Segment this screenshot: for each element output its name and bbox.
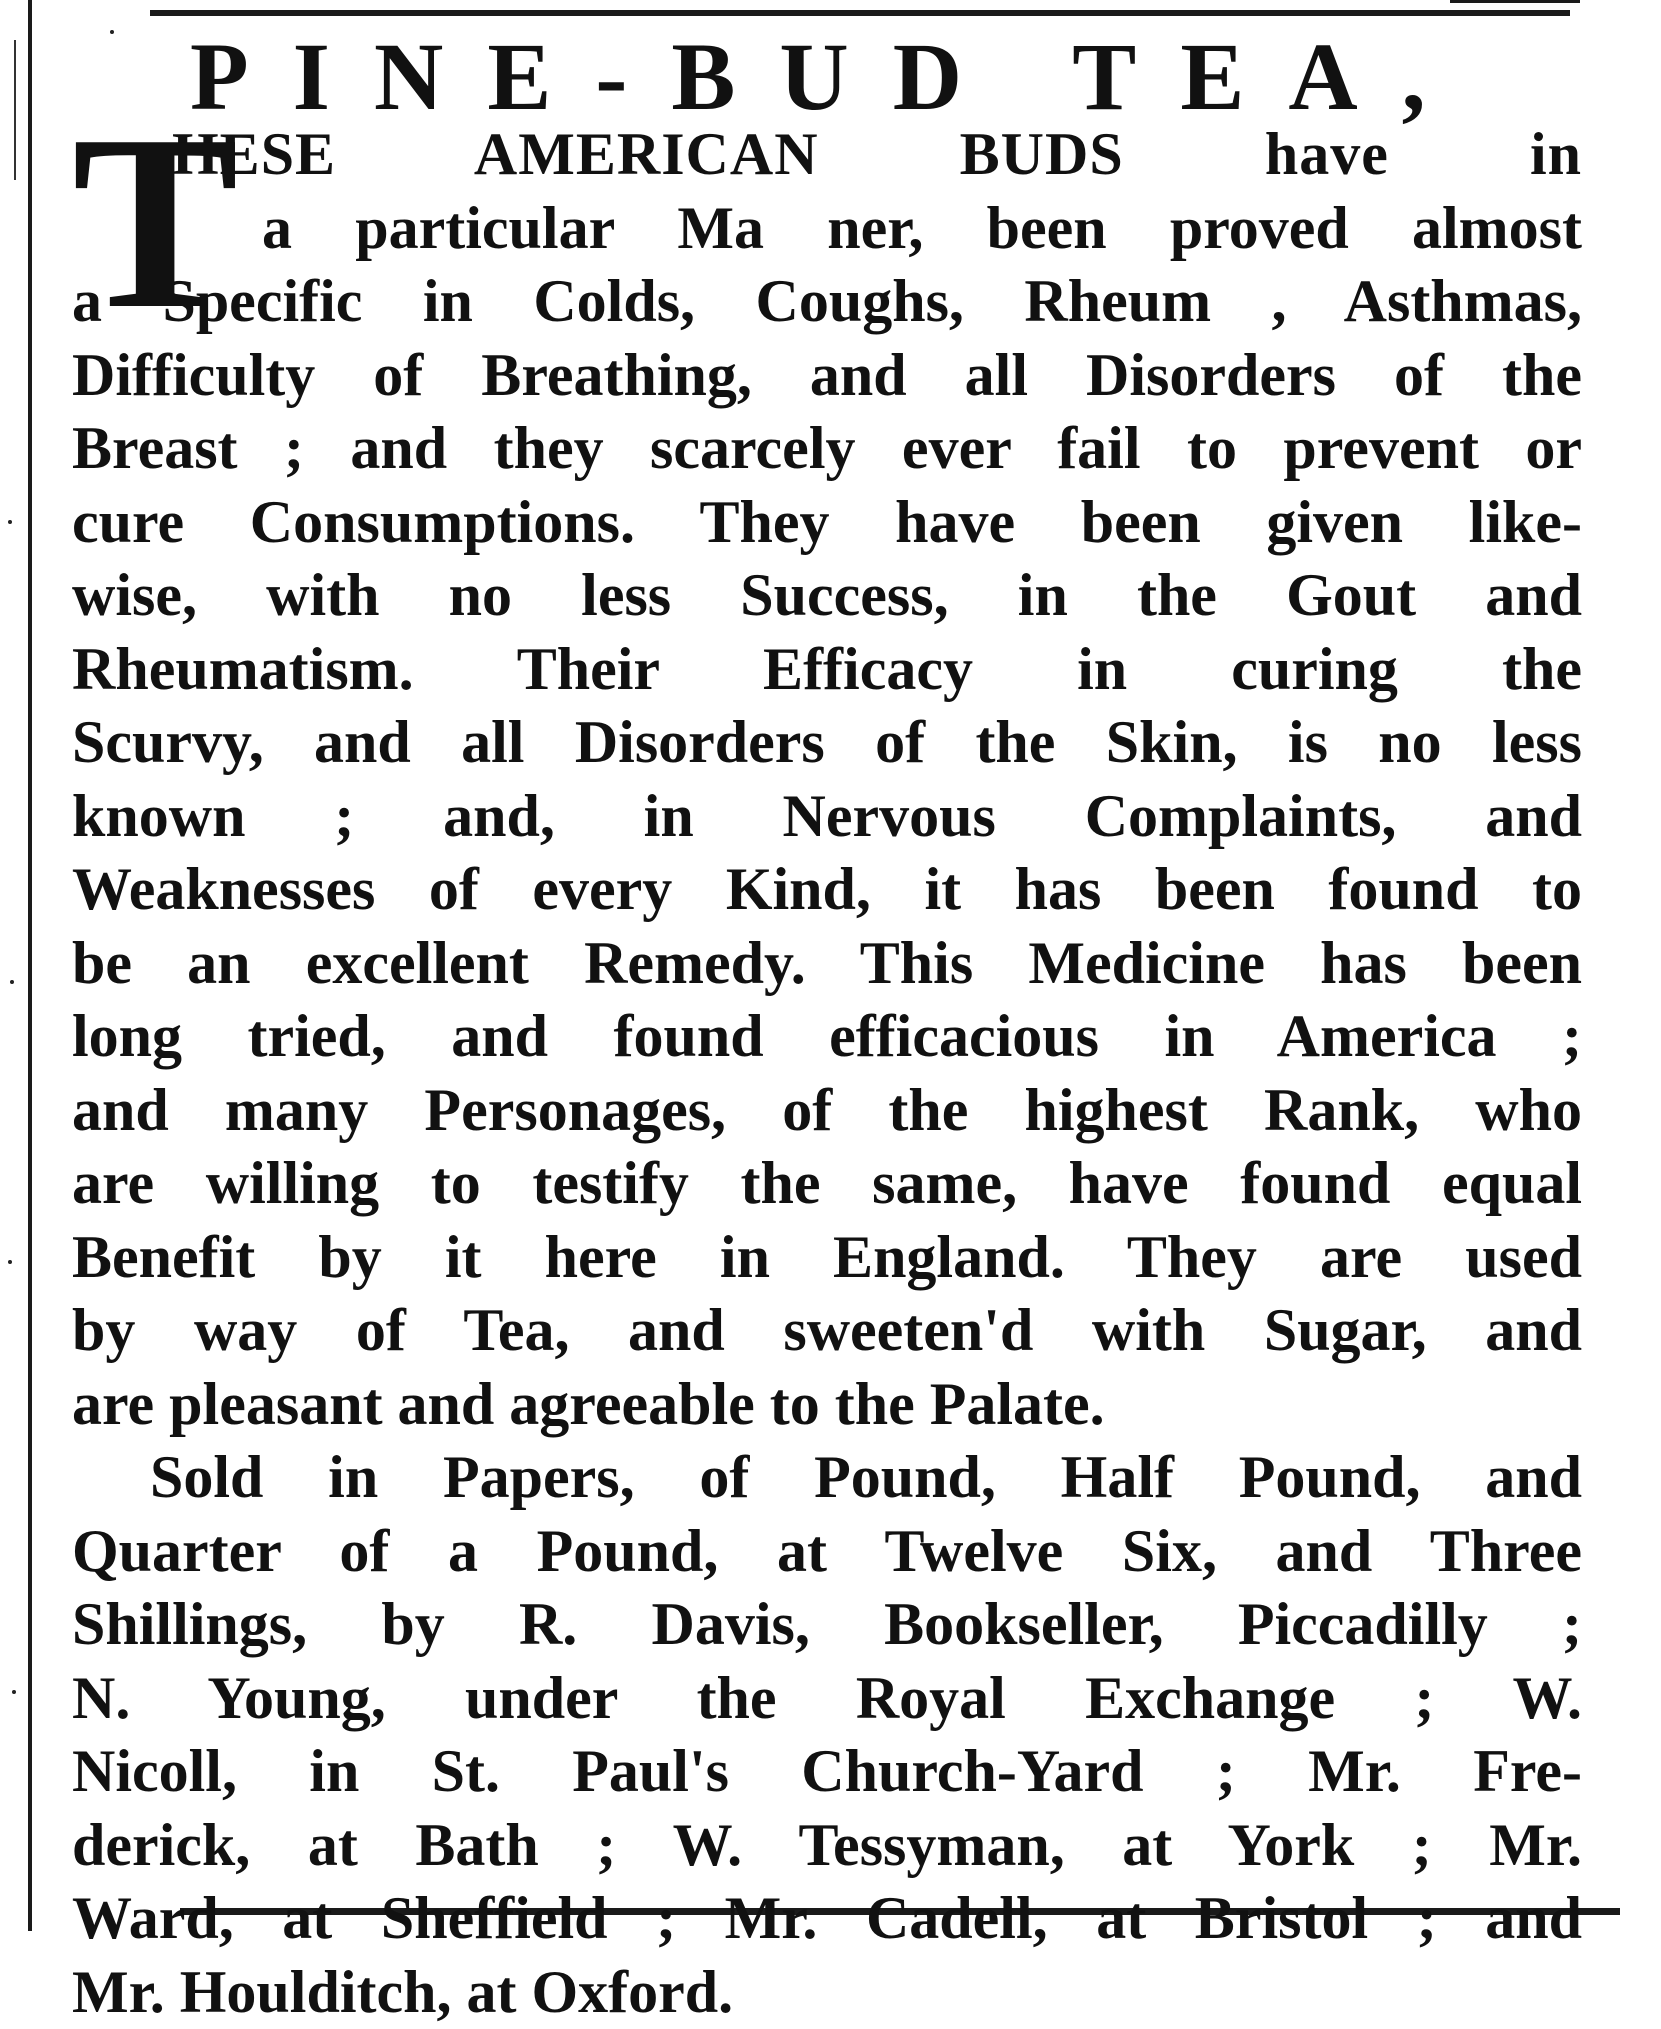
text-line: Ward, at Sheffield ; Mr. Cadell, at Bristol ; and: [72, 1882, 1582, 1956]
left-column-rule: [28, 0, 32, 1931]
text-line: Rheumatism. Their Efficacy in curing the: [72, 633, 1582, 707]
text-line: a Specific in Colds, Coughs, Rheum , Asthmas,: [72, 265, 1582, 339]
text-line: Weaknesses of every Kind, it has been found to: [72, 853, 1582, 927]
text-line: Nicoll, in St. Paul's Church-Yard ; Mr. Fre-: [72, 1735, 1582, 1809]
text-line: Difficulty of Breathing, and all Disorders of the: [72, 339, 1582, 413]
text-line: by way of Tea, and sweeten'd with Sugar, and: [72, 1294, 1582, 1368]
top-rule-fragment: [1450, 0, 1580, 3]
drop-cap: T: [72, 118, 239, 328]
text-line: Shillings, by R. Davis, Bookseller, Piccadilly ;: [72, 1588, 1582, 1662]
text-line: HESE AMERICAN BUDS have in: [72, 118, 1582, 192]
text-line: Breast ; and they scarcely ever fail to prevent or: [72, 412, 1582, 486]
text-line: a particular Ma ner, been proved almost: [72, 192, 1582, 266]
left-margin-mark: [14, 40, 16, 180]
ad-heading: PINE-BUD TEA,: [190, 22, 1390, 132]
top-rule: [150, 10, 1570, 16]
text-line: Mr. Houlditch, at Oxford.: [72, 1956, 1582, 2029]
ink-speck: [110, 30, 114, 34]
text-line: Benefit by it here in England. They are used: [72, 1221, 1582, 1295]
text-line: long tried, and found efficacious in America ;: [72, 1000, 1582, 1074]
text-line: Scurvy, and all Disorders of the Skin, is no less: [72, 706, 1582, 780]
text-line: are willing to testify the same, have found equal: [72, 1147, 1582, 1221]
ad-body: [72, 118, 1582, 2029]
text-line: cure Consumptions. They have been given like-: [72, 486, 1582, 560]
text-line: be an excellent Remedy. This Medicine has been: [72, 927, 1582, 1001]
text-line: N. Young, under the Royal Exchange ; W.: [72, 1662, 1582, 1736]
ink-speck: [10, 980, 14, 984]
ink-speck: [8, 1260, 12, 1264]
text-line: wise, with no less Success, in the Gout and: [72, 559, 1582, 633]
text-line: are pleasant and agreeable to the Palate.: [72, 1368, 1582, 1442]
text-line: Quarter of a Pound, at Twelve Six, and Three: [72, 1515, 1582, 1589]
text-line: Sold in Papers, of Pound, Half Pound, and: [72, 1441, 1582, 1515]
ink-speck: [8, 520, 12, 524]
text-line: known ; and, in Nervous Complaints, and: [72, 780, 1582, 854]
text-line: and many Personages, of the highest Rank, who: [72, 1074, 1582, 1148]
ink-speck: [12, 1690, 16, 1694]
text-line: derick, at Bath ; W. Tessyman, at York ; Mr.: [72, 1809, 1582, 1883]
